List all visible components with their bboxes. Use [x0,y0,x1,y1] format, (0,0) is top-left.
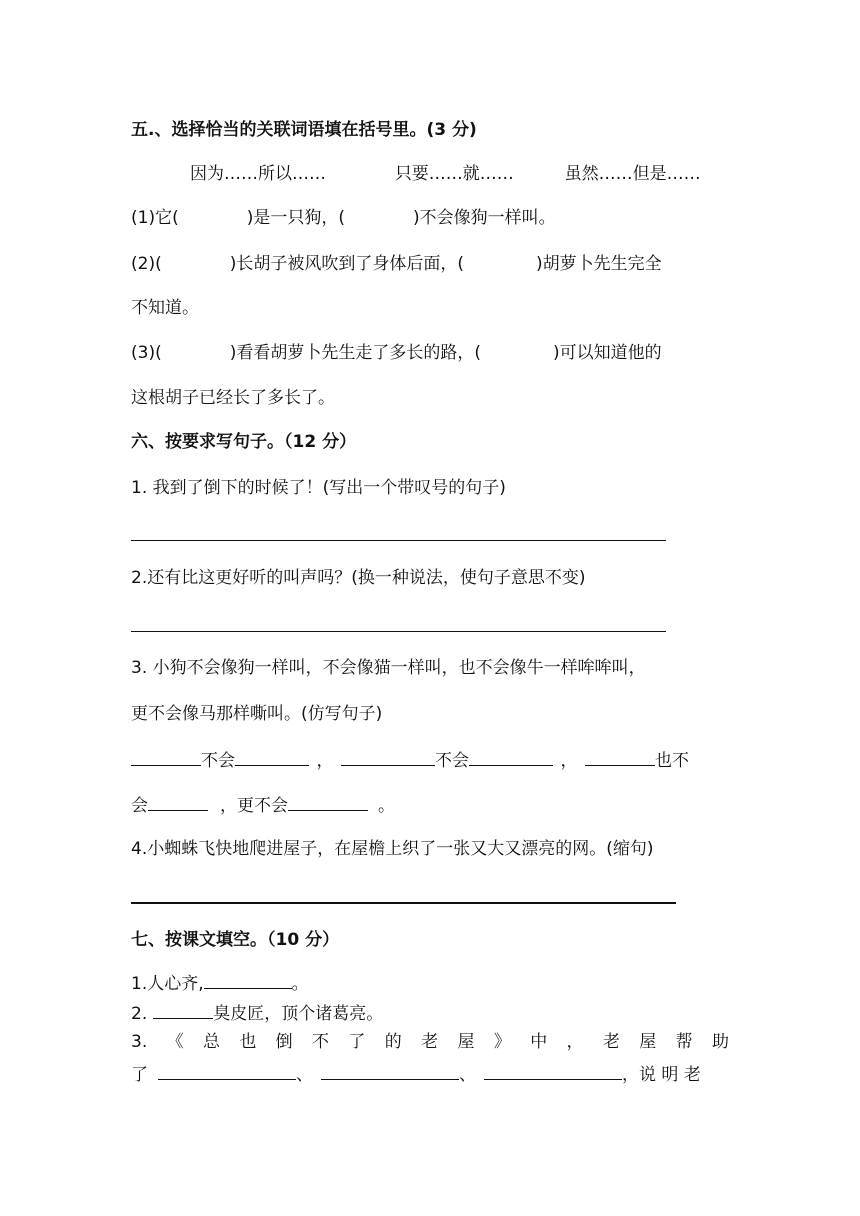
fill-blank[interactable] [153,1000,213,1019]
s6-question-1: 1. 我到了倒下的时候了！(写出一个带叹号的句子) [131,478,506,498]
fill-blank[interactable] [321,1061,459,1080]
fill-blank[interactable] [288,792,368,811]
section5-heading: 五.、选择恰当的关联词语填在括号里。(3 分) [131,120,477,140]
s5-question-2: (2)( )长胡子被风吹到了身体后面，( )胡萝卜先生完全 [131,254,662,274]
fill-blank[interactable] [131,747,201,766]
fill-blank[interactable] [158,1061,296,1080]
s6-q3-fill-line1: 不会 ， 不会 ， 也不 [131,747,689,773]
s6-question-2: 2.还有比这更好听的叫声吗？(换一种说法，使句子意思不变) [131,568,586,588]
s6-question-3-line1: 3. 小狗不会像狗一样叫，不会像猫一样叫，也不会像牛一样哞哞叫， [131,658,646,678]
section7-heading: 七、按课文填空。（10 分） [131,930,340,950]
s6-q3-fill-line2: 会 ，更不会 。 [131,792,395,818]
s5-question-1: (1)它( )是一只狗，( )不会像狗一样叫。 [131,208,556,228]
fill-blank[interactable] [341,747,435,766]
s6-question-3-line2: 更不会像马那样嘶叫。(仿写句子) [131,704,383,724]
fill-blank[interactable] [204,970,292,989]
fill-blank[interactable] [235,747,309,766]
option-1: 因为……所以…… [190,164,326,184]
fill-blank[interactable] [585,747,655,766]
s5-question-3-cont: 这根胡子已经长了多长了。 [131,388,335,408]
s5-question-2-cont: 不知道。 [131,298,199,318]
option-3: 虽然……但是…… [564,164,701,184]
answer-line-2[interactable] [131,631,666,632]
answer-line-1[interactable] [131,540,666,541]
s7-question-2: 2. 臭皮匠，顶个诸葛亮。 [131,1000,383,1026]
s7-question-3-line2: 了 、 、 ，说 明 老 [131,1061,701,1087]
option-2: 只要……就…… [394,164,514,184]
answer-line-4[interactable] [131,902,676,904]
s6-question-4: 4.小蜘蛛飞快地爬进屋子，在屋檐上织了一张又大又漂亮的网。(缩句) [131,839,654,859]
s7-question-1: 1.人心齐, 。 [131,970,309,996]
fill-blank[interactable] [469,747,553,766]
section6-heading: 六、按要求写句子。（12 分） [131,432,357,452]
s5-question-3: (3)( )看看胡萝卜先生走了多长的路，( )可以知道他的 [131,343,662,363]
s7-question-3-line1: 3. 《 总 也 倒 不 了 的 老 屋 》 中 ， 老 屋 帮 助 [131,1032,729,1052]
fill-blank[interactable] [148,792,208,811]
fill-blank[interactable] [484,1061,622,1080]
conjunction-options [190,162,701,186]
